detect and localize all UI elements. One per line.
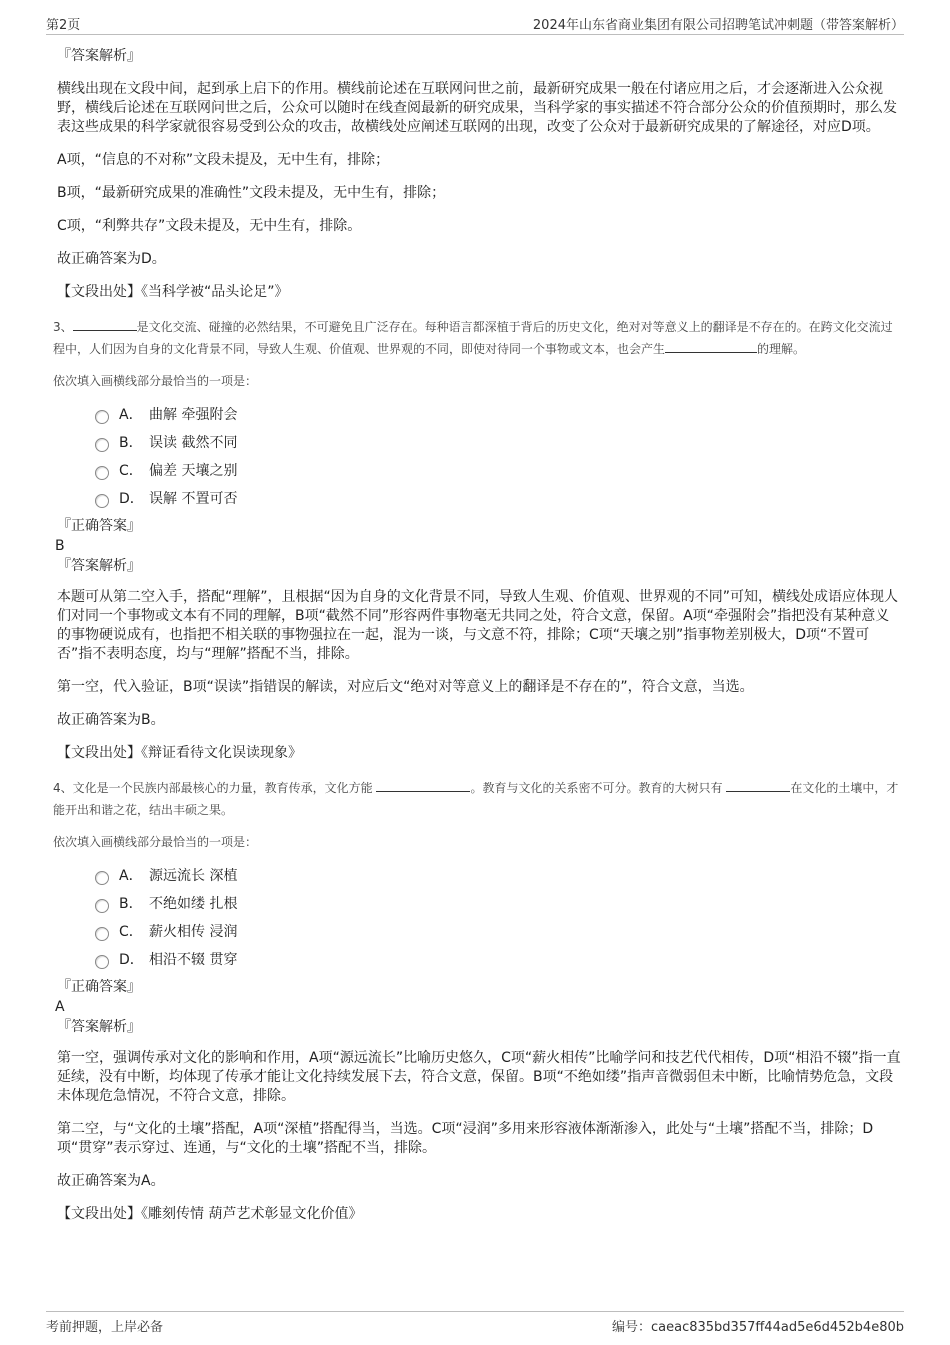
page-footer [46, 1311, 904, 1336]
question-4 [53, 777, 902, 1224]
stem-text: 文化是一个民族内部最核心的力量，教育传承，文化方能 [72, 781, 373, 795]
analysis-paragraph: 横线出现在文段中间，起到承上启下的作用。横线前论述在互联网问世之前，最新研究成果一般在付诸应用之后，才会逐渐进入公众视野，横线后论述在互联网问世之后，公众可以随时在线查阅最新的研究成果，当科学家的事实描述不符合部分公众的价值预期时，那么发表这些成果的科学家就很容易受到公众的攻击，故横线处应阐述互联网的出现，改变了公众对于最新研究成果的了解途径，对应D项。 [57, 81, 897, 135]
question-prompt: 依次填入画横线部分最恰当的一项是： [53, 835, 258, 849]
correct-answer: A [55, 999, 65, 1015]
page-number: 第2页 [46, 18, 81, 33]
option-b[interactable] [95, 428, 902, 456]
answer-blank [665, 340, 757, 353]
stem-text: 在文化的土壤中，才能开出和谐之花，结出丰硕之果。 [53, 781, 899, 817]
source-citation: 【文段出处】《当科学被“品头论足”》 [57, 284, 289, 300]
option-key: B． [119, 435, 143, 451]
analysis-conclusion: 故正确答案为A。 [57, 1173, 165, 1189]
stem-text: 。教育与文化的关系密不可分。教育的大树只有 [470, 781, 723, 795]
option-text: 偏差 天壤之别 [149, 463, 238, 479]
option-list [95, 861, 902, 973]
stem-text: 是文化交流、碰撞的必然结果，不可避免且广泛存在。每种语言都深植于背后的历史文化，绝对对等意义上的翻译是不存在的。在跨文化交流过程中，人们因为自身的文化背景不同，导致人生观、价值观、世界观的不同，即使对待同一个事物或文本，也会产生 [53, 320, 893, 356]
radio-button[interactable] [95, 494, 109, 508]
analysis-label: 『答案解析』 [57, 48, 141, 64]
analysis-paragraph: 本题可从第二空入手，搭配“理解”，且根据“因为自身的文化背景不同，导致人生观、价值观、世界观的不同”可知，横线处成语应体现人们对同一个事物或文本有不同的理解，B项“截然不同”形容两件事物毫无共同之处，符合文意，保留。A项“牵强附会”指把没有某种意义的事物硬说成有，也指把不相关联的事物强拉在一起，混为一谈，与文意不符，排除；C项“天壤之别”指事物差别极大，D项“不置可否”指不表明态度，均与“理解”搭配不当，排除。 [57, 589, 899, 662]
option-key: C． [119, 463, 143, 479]
analysis-paragraph: B项，“最新研究成果的准确性”文段未提及，无中生有，排除； [57, 185, 446, 201]
correct-answer-label: 『正确答案』 [57, 979, 141, 995]
analysis-paragraph: C项，“利弊共存”文段未提及，无中生有，排除。 [57, 218, 362, 234]
radio-button[interactable] [95, 871, 109, 885]
option-key: A． [119, 868, 143, 884]
question-number: 4、 [53, 781, 73, 795]
option-text: 曲解 牵强附会 [149, 407, 238, 423]
question-stem [53, 316, 902, 360]
analysis-conclusion: 故正确答案为B。 [57, 712, 165, 728]
option-c[interactable] [95, 917, 902, 945]
radio-button[interactable] [95, 466, 109, 480]
answer-blank [726, 779, 790, 792]
option-key: D． [119, 491, 144, 507]
analysis-conclusion: 故正确答案为D。 [57, 251, 166, 267]
document-body [53, 46, 902, 1224]
answer-blank [73, 318, 137, 331]
option-text: 误解 不置可否 [149, 491, 238, 507]
analysis-paragraph: 第二空，与“文化的土壤”搭配，A项“深植”搭配得当，当选。C项“浸润”多用来形容液体渐渐渗入，此处与“土壤”搭配不当，排除；D项“贯穿”表示穿过、连通，与“文化的土壤”搭配不当，排除。 [57, 1121, 874, 1156]
radio-button[interactable] [95, 438, 109, 452]
question-3 [53, 316, 902, 763]
radio-button[interactable] [95, 899, 109, 913]
correct-answer: B [55, 538, 65, 554]
option-text: 相沿不辍 贯穿 [149, 952, 238, 968]
option-text: 源远流长 深植 [149, 868, 238, 884]
option-text: 误读 截然不同 [149, 435, 238, 451]
option-c[interactable] [95, 456, 902, 484]
radio-button[interactable] [95, 410, 109, 424]
analysis-paragraph: 第一空，强调传承对文化的影响和作用，A项“源远流长”比喻历史悠久，C项“薪火相传”比喻学问和技艺代代相传，D项“相沿不辍”指一直延续，没有中断，均体现了传承才能让文化持续发展下去，符合文意，保留。B项“不绝如缕”指声音微弱但未中断，比喻情势危急，文段未体现危急情况，不符合文意，排除。 [57, 1050, 901, 1104]
footer-slogan: 考前押题，上岸必备 [46, 1320, 164, 1335]
q2-analysis [57, 46, 902, 302]
analysis-paragraph: 第一空，代入验证，B项“误读”指错误的解读，对应后文“绝对对等意义上的翻译是不存在的”，符合文意，当选。 [57, 679, 754, 695]
option-d[interactable] [95, 484, 902, 512]
document-id: 编号：caeac835bd357ff44ad5e6d452b4e80b [612, 1320, 904, 1335]
page-header [46, 12, 904, 35]
option-b[interactable] [95, 889, 902, 917]
option-a[interactable] [95, 861, 902, 889]
analysis-paragraph: A项，“信息的不对称”文段未提及，无中生有，排除； [57, 152, 390, 168]
option-key: A． [119, 407, 143, 423]
option-a[interactable] [95, 400, 902, 428]
option-text: 不绝如缕 扎根 [149, 896, 238, 912]
answer-blank [376, 779, 470, 792]
analysis-label: 『答案解析』 [57, 558, 141, 574]
option-key: B． [119, 896, 143, 912]
option-key: D． [119, 952, 144, 968]
question-stem [53, 777, 902, 821]
source-citation: 【文段出处】《雕刻传情 葫芦艺术彰显文化价值》 [57, 1206, 363, 1222]
radio-button[interactable] [95, 927, 109, 941]
source-citation: 【文段出处】《辩证看待文化误读现象》 [57, 745, 302, 761]
option-text: 薪火相传 浸润 [149, 924, 238, 940]
option-d[interactable] [95, 945, 902, 973]
question-prompt: 依次填入画横线部分最恰当的一项是： [53, 374, 258, 388]
correct-answer-label: 『正确答案』 [57, 518, 141, 534]
document-title: 2024年山东省商业集团有限公司招聘笔试冲刺题（带答案解析） [532, 18, 904, 33]
option-list [95, 400, 902, 512]
question-number: 3、 [53, 320, 73, 334]
radio-button[interactable] [95, 955, 109, 969]
stem-text: 的理解。 [757, 342, 806, 356]
analysis-label: 『答案解析』 [57, 1019, 141, 1035]
option-key: C． [119, 924, 143, 940]
